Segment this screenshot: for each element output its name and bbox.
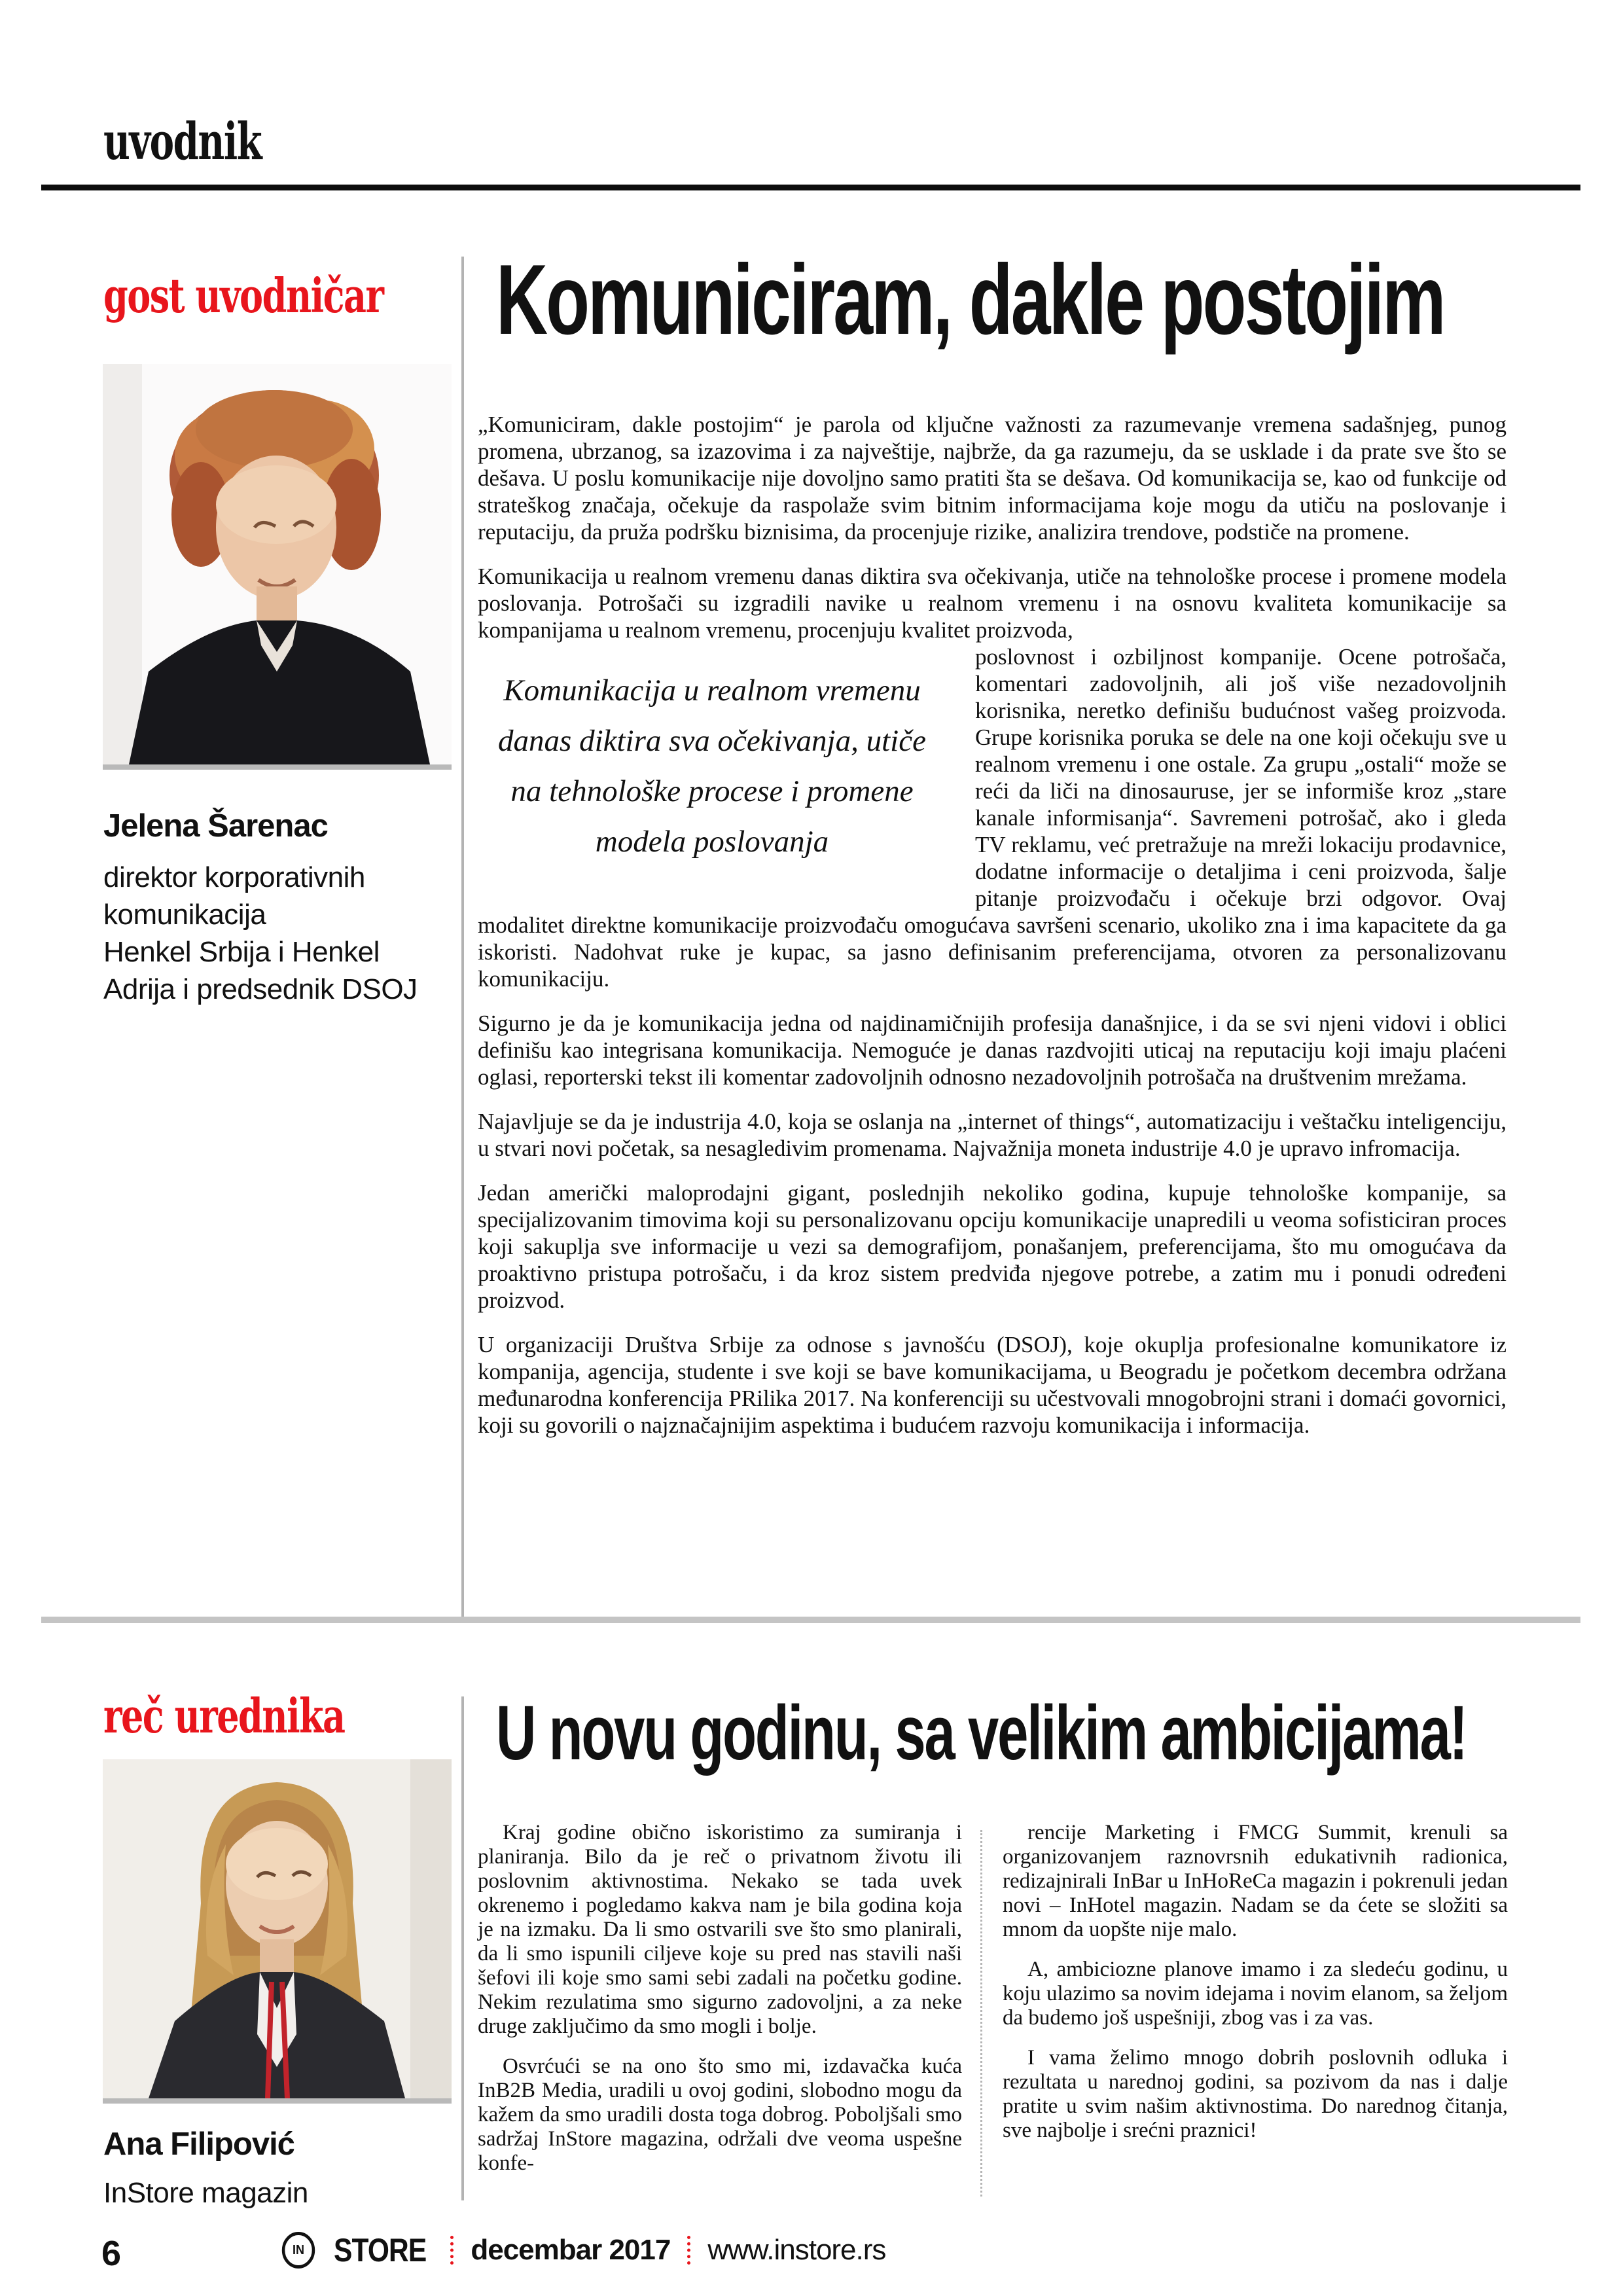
footer-website: www.instore.rs <box>707 2234 886 2266</box>
article1-paragraph: Jedan američki maloprodajni gigant, poslednjih nekoliko godina, kupuje tehnološke kompanije, sa specijalizovanim timovima koji su personalizovanu opciju komunikacije unapredili u veoma sofisticiran proces koji sakuplja sve informacije u vezi sa demografijom, ponašanjem, preferencijama, što mu omogućava da proaktivno pristupa potrošaču, i da kroz sistem predviđa njegove potrebe, a zatim mu i ponudi određeni proizvod. <box>478 1180 1507 1313</box>
article2-paragraph: rencije Marketing i FMCG Summit, krenuli sa organizovanjem raznovrsnih edukativnih radionica, redizajnirali InBar u InHoReCa magazin i pokrenuli jedan novi – InHotel magazin. Nadam se da ćete se složiti sa mnom da uopšte nije malo. <box>1003 1821 1508 1941</box>
article1-quote-wrap <box>478 643 1507 992</box>
author-role-line: komunikacija <box>103 899 266 931</box>
article2-title: U novu godinu, sa velikim ambicijama! <box>496 1690 1467 1776</box>
author-role-line: InStore magazin <box>103 2177 308 2209</box>
footer-separator-icon <box>450 2236 454 2265</box>
article1-paragraph: Najavljuje se da je industrija 4.0, koja se oslanja na „internet of things“, automatizaciju i veštačku inteligenciju, u stvari novi početak, sa nesagledivim promenama. Najvažnija moneta industrije 4.0 je upravo infromacija. <box>478 1109 1507 1161</box>
jelena-sarenac-photo <box>103 364 452 770</box>
article1-kicker: gost uvodničar <box>103 268 383 323</box>
author-role-line: direktor korporativnih <box>103 861 365 893</box>
article2-vertical-divider <box>461 1696 464 2200</box>
article1-title: Komuniciram, dakle postojim <box>496 244 1444 355</box>
article1-paragraph: Komunikacija u realnom vremenu danas diktira sva očekivanja, utiče na tehnološke procese i promene modela poslovanja. Potrošači su izgradili navike u realnom vremenu i na osnovu kvaliteta komunikacije sa kompanijama u realnom vremenu, procenjuju kvalitet proizvoda, <box>478 564 1507 643</box>
article2-kicker: reč urednika <box>103 1688 345 1744</box>
ana-filipovic-portrait-illustration <box>103 1759 452 2098</box>
author-role-line: Adrija i predsednik DSOJ <box>103 973 418 1005</box>
article2-column-divider <box>980 1830 982 2197</box>
footer <box>280 2231 885 2270</box>
footer-date: decembar 2017 <box>471 2234 671 2266</box>
article2-author-role <box>103 2174 470 2212</box>
article1-author-name: Jelena Šarenac <box>103 808 328 844</box>
footer-separator-icon <box>687 2236 690 2265</box>
article2-paragraph: A, ambiciozne planove imamo i za sledeću godinu, u koju ulazimo sa novim idejama i novim elanom, sa željom da budemo još uspešniji, zbog vas i za vas. <box>1003 1958 1508 2030</box>
article1-paragraph: Sigurno je da je komunikacija jedna od najdinamičnijih profesija današnjice, i da se svi njeni vidovi i oblici definišu kao integrisana komunikacija. Nemoguće je danas razdvojiti uticaj na reputaciju koji imaju plaćeni oglasi, reporterski tekst ili komentar zadovoljnih odnosno nezadovoljnih potrošača na društvenim mrežama. <box>478 1011 1507 1090</box>
article-divider-rule <box>41 1617 1580 1623</box>
jelena-sarenac-portrait-illustration <box>103 364 452 764</box>
footer-brand: STORE <box>334 2232 427 2269</box>
article1-author-role <box>103 859 470 1008</box>
article2-right-column <box>1003 1821 1508 2159</box>
article2-paragraph: Kraj godine obično iskoristimo za sumiranja i planiranja. Bilo da je reč o privatnom životu ili poslovnim aktivnostima. Nekako se tada uvek okrenemo i pogledamo kakva nam je bila godina koja je na izmaku. Da li smo ostvarili sve što smo planirali, da li smo ispunili ciljeve koje su pred nas stavili naši šefovi ili koje smo sami sebi zadali na početku godine. Nekim rezulatima smo sigurno zadovoljni, a za neke druge zaključimo da smo mogli i bolje. <box>478 1821 962 2038</box>
instore-logo-icon: IN <box>282 2232 315 2269</box>
article1-body <box>478 411 1507 1456</box>
author-role-line: Henkel Srbija i Henkel <box>103 936 380 968</box>
page-number: 6 <box>101 2234 122 2273</box>
article2-author-name: Ana Filipović <box>103 2126 294 2162</box>
header-rule <box>41 185 1580 190</box>
ana-filipovic-photo <box>103 1759 452 2104</box>
article2-paragraph: I vama želimo mnogo dobrih poslovnih odluka i rezultata u narednoj godini, sa pozivom da nas i dalje pratite u svim našim aktivnostima. Do narednog čitanja, sve najbolje i srećni praznici! <box>1003 2046 1508 2142</box>
article2-left-column <box>478 1821 962 2191</box>
article1-paragraph: U organizaciji Društva Srbije za odnose s javnošću (DSOJ), koje okuplja profesionalne komunikatore iz kompanija, agencija, studente i sve koji se bave komunikacijama, u Beogradu je početkom decembra održana međunarodna konferencija PRilika 2017. Na konferenciji su učestvovali mnogobrojni strani i domaći govornici, koji su govorili o najznačajnijim aspektima i budućem razvoju komunikacija i informacija. <box>478 1332 1507 1438</box>
article1-paragraph: poslovnost i ozbiljnost kompanije. Ocene potrošača, komentari zadovoljnih, ali još više nezadovoljnih korisnika, neretko definišu budućnost vašeg proizvoda. Grupe korisnika poruka se dele na one koji očekuju sve u realnom vremenu i one ostale. Za grupu „ostali“ može se reći da liči na dinosauruse, jer se informiše kroz „stare kanale informisanja“. Savremeni potrošač, ako i gleda TV reklamu, već pretražuje na mreži lokaciju prodavnice, dodatne informacije o detaljima i ceni proizvoda, šalje pitanje proizvođaču i očekuje brzi odgovor. Ovaj modalitet direktne komunikacije proizvođaču omogućava savršeni scenario, ukoliko zna i ima kapacitete da ga iskoristi. Nadohvat ruke je kupac, sa jasno definisanim preferencijama, otvoren za personalizovanu komunikaciju. <box>478 644 1507 992</box>
article2-paragraph: Osvrćući se na ono što smo mi, izdavačka kuća InB2B Media, uradili u ovoj godini, slobodno mogu da kažem da smo uradili dosta toga dobrog. Poboljšali smo sadržaj InStore magazina, održali dve veoma uspešne konfe- <box>478 2054 962 2175</box>
section-label: uvodnik <box>103 112 262 171</box>
pull-quote: Komunikacija u realnom vremenu danas diktira sva očekivanja, utiče na tehnološke procese i promene modela poslovanja <box>498 673 926 859</box>
article1-paragraph: „Komuniciram, dakle postojim“ je parola od ključne važnosti za razumevanje vremena sadašnjeg, punog promena, ubrzanog, sa izazovima i za najveštije, najbrže, da ga razumeju, da se usklade i da prate sve što se dešava. U poslu komunikacije nije dovoljno samo pratiti šta se dešava. Od komunikacija se, kao od funkcije od strateškog značaja, očekuje da raspolaže svim bitnim informacijama koje mogu da utiču na poslovanje i reputaciju, da pruža podršku biznisima, da procenjuje rizike, analizira trendove, podstiče na promene. <box>478 412 1507 545</box>
